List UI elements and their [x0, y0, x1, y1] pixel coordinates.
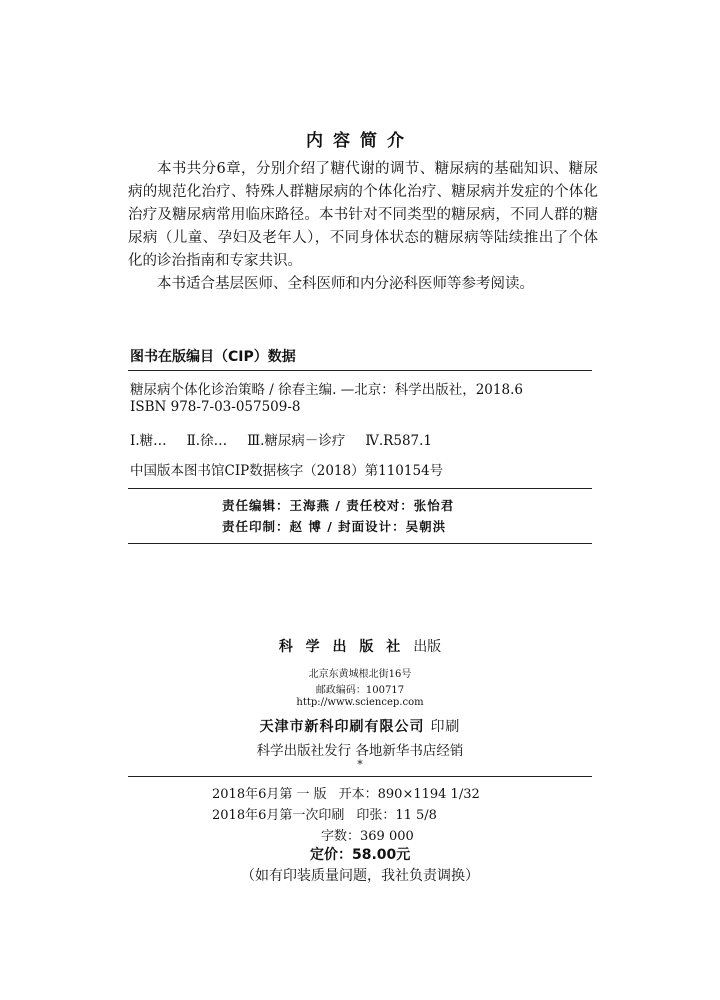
- publisher-website: http://www.sciencep.com: [296, 697, 424, 708]
- editors-line: 责任编辑：王海燕 / 责任校对：张怡君: [222, 498, 455, 513]
- summary-paragraph: 本书适合基层医师、全科医师和内分泌科医师等参考阅读。: [157, 276, 534, 292]
- price: 定价：58.00元: [310, 847, 411, 863]
- distributor-line: 科学出版社发行 各地新华书店经销: [256, 743, 464, 759]
- print-date: 2018年6月第一次印刷: [212, 808, 345, 823]
- word-count: 字数：369 000: [321, 829, 414, 844]
- print-sheets: 印张：11 5/8: [356, 808, 437, 823]
- publisher-name: 科 学 出 版 社: [278, 639, 405, 655]
- classification-item: Ⅰ.糖…: [130, 433, 167, 449]
- divider: [128, 488, 592, 489]
- printer-suffix: 印刷: [430, 719, 461, 735]
- publisher-suffix: 出版: [413, 639, 442, 655]
- publisher-line: [0, 636, 720, 656]
- separator-star: *: [357, 758, 363, 771]
- cip-isbn: ISBN 978-7-03-057509-8: [130, 399, 301, 415]
- cip-classification: [130, 429, 452, 449]
- quality-notice: （如有印装质量问题，我社负责调换）: [241, 868, 479, 884]
- print-line: [212, 804, 437, 823]
- classification-item: Ⅳ.R587.1: [365, 433, 432, 449]
- publisher-address: 北京东黄城根北街16号: [308, 669, 412, 680]
- summary-title: 内容简介: [306, 131, 414, 151]
- divider: [128, 370, 592, 371]
- classification-item: Ⅱ.徐…: [186, 433, 228, 449]
- cip-approval-number: 中国版本图书馆CIP数据核字（2018）第110154号: [130, 463, 444, 479]
- editors-line: 责任印制：赵 博 / 封面设计：吴朝洪: [222, 519, 447, 534]
- edition-date: 2018年6月第 一 版: [212, 787, 327, 802]
- edition-line: [212, 783, 480, 802]
- cip-heading: 图书在版编目（CIP）数据: [130, 349, 296, 365]
- publisher-postcode: 邮政编码：100717: [315, 685, 405, 696]
- printer-name: 天津市新科印刷有限公司: [259, 719, 425, 735]
- printer-line: [0, 716, 720, 736]
- summary-paragraph: 本书共分6章，分别介绍了糖代谢的调节、糖尿病的基础知识、糖尿病的规范化治疗、特殊人群糖尿病的个体化治疗、糖尿病并发症的个体化治疗及糖尿病常用临床路径。本书针对不同类型的糖尿病，不同人群的糖尿病（儿童、孕妇及老年人），不同身体状态的糖尿病等陆续推出了个体化的诊治指南和专家共识。: [128, 161, 598, 269]
- book-format: 开本：890×1194 1/32: [338, 787, 480, 802]
- divider: [128, 776, 592, 777]
- divider: [128, 543, 592, 544]
- cip-book-line: 糖尿病个体化诊治策略 / 徐春主编. —北京：科学出版社，2018.6: [130, 382, 523, 398]
- summary-body: [128, 158, 598, 296]
- classification-item: Ⅲ.糖尿病－诊疗: [247, 433, 346, 449]
